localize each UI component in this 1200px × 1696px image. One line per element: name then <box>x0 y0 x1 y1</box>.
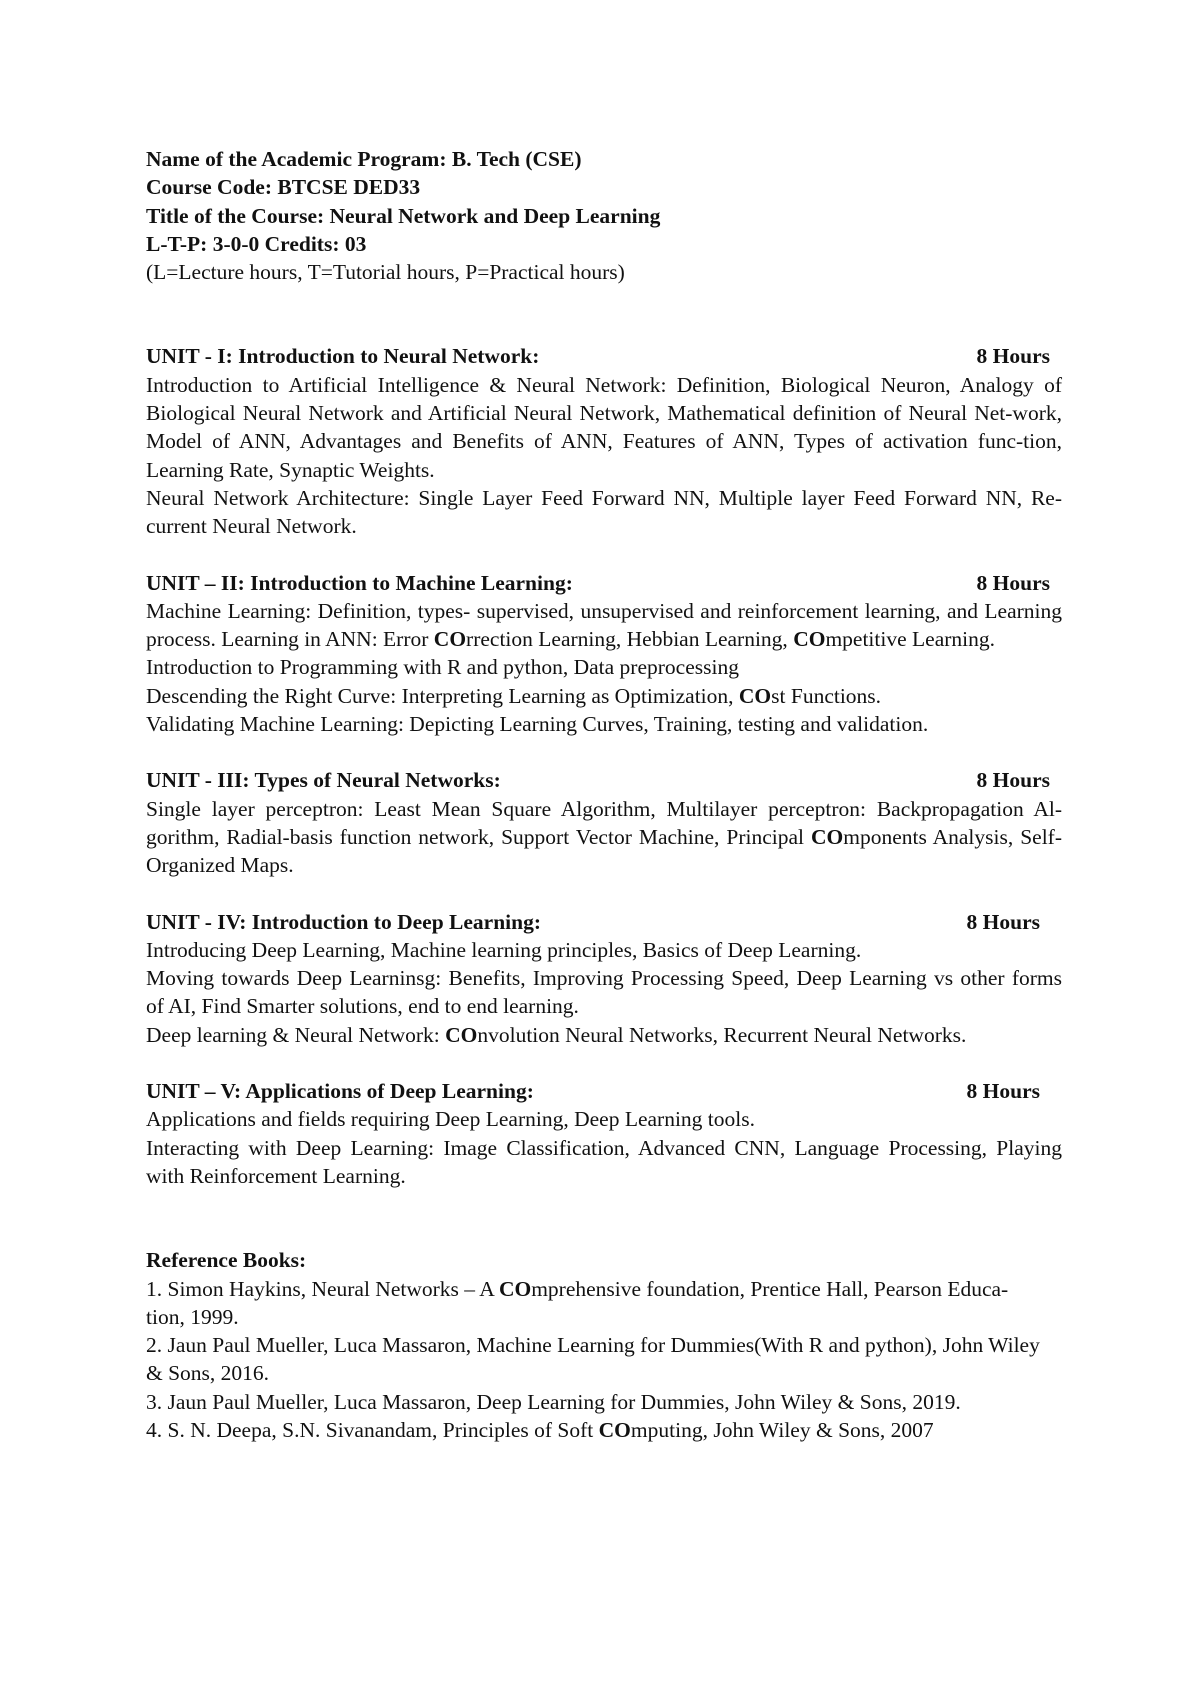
unit-3-heading <box>146 766 1062 794</box>
unit-2-para-1-text-c: mpetitive Learning. <box>825 627 995 652</box>
reference-3: 3. Jaun Paul Mueller, Luca Massaron, Deep Learning for Dummies, John Wiley & Sons, 2019. <box>146 1389 961 1414</box>
program-name: Name of the Academic Program: B. Tech (CSE) <box>146 147 582 171</box>
unit-1-heading <box>146 342 1062 370</box>
unit-3-para-co: CO <box>810 824 844 849</box>
unit-2-para-2: Introduction to Programming with R and python, Data preprocessing <box>146 655 739 680</box>
unit-5-para-1: Applications and fields requiring Deep Learning, Deep Learning tools. <box>146 1107 755 1132</box>
reference-1 <box>146 1275 1062 1332</box>
unit-2-heading <box>146 569 1062 597</box>
unit-5 <box>146 1077 1062 1190</box>
unit-4-para-3-text-b: nvolution Neural Networks, Recurrent Neural Networks. <box>477 1022 967 1047</box>
unit-2-para-3-text-b: st Functions. <box>771 683 882 708</box>
reference-4 <box>146 1416 1062 1444</box>
unit-1 <box>146 342 1062 540</box>
unit-2-para-3-text-a: Descending the Right Curve: Interpreting Learning as Optimization, <box>146 683 739 708</box>
unit-2-para-1-text-b: rrection Learning, Hebbian Learning, <box>466 627 794 652</box>
unit-4-hours: 8 Hours <box>966 909 1040 934</box>
reference-1-text-a: 1. Simon Haykins, Neural Networks – A <box>146 1276 499 1301</box>
reference-4-text-a: 4. S. N. Deepa, S.N. Sivanandam, Principles of Soft <box>146 1417 599 1442</box>
reference-4-text-b: mputing, John Wiley & Sons, 2007 <box>630 1417 934 1442</box>
unit-2-para-3-co: CO <box>738 683 772 708</box>
unit-2-title: UNIT – II: Introduction to Machine Learning: <box>146 570 573 595</box>
unit-4-title: UNIT - IV: Introduction to Deep Learning: <box>146 909 541 934</box>
unit-2-para-4: Validating Machine Learning: Depicting Learning Curves, Training, testing and validation. <box>146 712 929 737</box>
unit-1-para-1: Introduction to Artificial Intelligence & Neural Network: Definition, Biological Neuron, Analogy of Biological Neural Network and Artificial Neural Network, Mathematical definition of Neural Net-work, Model of ANN, Advantages and Benefits of ANN, Features of ANN, Types of activation func-tion, Learning Rate, Synaptic Weights. <box>146 372 1062 482</box>
unit-5-hours: 8 Hours <box>966 1079 1040 1104</box>
unit-5-para-2: Interacting with Deep Learning: Image Classification, Advanced CNN, Language Processing, Playing with Reinforcement Learning. <box>146 1135 1062 1188</box>
unit-2-hours: 8 Hours <box>976 570 1050 595</box>
unit-4 <box>146 908 1062 1049</box>
unit-1-para-2: Neural Network Architecture: Single Layer Feed Forward NN, Multiple layer Feed Forward NN, Re-current Neural Network. <box>146 485 1062 539</box>
unit-2-para-3 <box>146 682 1062 710</box>
ltp-legend: (L=Lecture hours, T=Tutorial hours, P=Practical hours) <box>146 260 625 285</box>
course-title: Title of the Course: Neural Network and Deep Learning <box>146 203 661 228</box>
reference-books <box>146 1246 1062 1444</box>
unit-4-para-3 <box>146 1021 1062 1049</box>
unit-1-title: UNIT - I: Introduction to Neural Network: <box>146 344 540 369</box>
unit-2-para-1-text-a: Machine Learning: Definition, types- supervised, unsupervised and reinforcement learning, and Learning process. Learning in ANN: Error <box>146 598 1062 652</box>
unit-5-title: UNIT – V: Applications of Deep Learning: <box>146 1079 534 1104</box>
unit-4-heading <box>146 908 1062 936</box>
syllabus-content <box>146 145 1062 1444</box>
reference-1-text-b: mprehensive foundation, Prentice Hall, Pearson Educa-tion, 1999. <box>146 1276 1009 1329</box>
ltp-credits: L-T-P: 3-0-0 Credits: 03 <box>146 231 367 256</box>
unit-3 <box>146 766 1062 879</box>
unit-4-para-3-co: CO <box>445 1022 478 1047</box>
reference-4-co: CO <box>598 1417 631 1442</box>
unit-4-para-1: Introducing Deep Learning, Machine learning principles, Basics of Deep Learning. <box>146 937 862 962</box>
unit-2-para-1 <box>146 597 1062 654</box>
unit-2-para-1-co-1: CO <box>433 627 467 652</box>
unit-3-hours: 8 Hours <box>976 768 1050 793</box>
unit-3-para-1 <box>146 795 1062 880</box>
unit-3-title: UNIT - III: Types of Neural Networks: <box>146 768 501 793</box>
unit-2-para-1-co-2: CO <box>793 627 826 652</box>
unit-5-heading <box>146 1077 1062 1105</box>
reference-1-co: CO <box>498 1276 532 1301</box>
unit-2 <box>146 569 1062 739</box>
unit-1-hours: 8 Hours <box>976 344 1050 369</box>
unit-4-para-3-text-a: Deep learning & Neural Network: <box>146 1022 446 1047</box>
unit-3-para-text-b: mponents Analysis, Self-Organized Maps. <box>146 824 1062 878</box>
unit-4-para-2: Moving towards Deep Learninsg: Benefits, Improving Processing Speed, Deep Learning vs other forms of AI, Find Smarter solutions, end to end learning. <box>146 966 1062 1019</box>
reference-books-title: Reference Books: <box>146 1248 307 1273</box>
course-code: Course Code: BTCSE DED33 <box>146 175 421 200</box>
unit-3-para-text-a: Single layer perceptron: Least Mean Square Algorithm, Multilayer perceptron: Backpropagation Al-gorithm, Radial-basis function network, Support Vector Machine, Principal <box>146 796 1062 849</box>
reference-2: 2. Jaun Paul Mueller, Luca Massaron, Machine Learning for Dummies(With R and python), John Wiley & Sons, 2016. <box>146 1333 1040 1386</box>
